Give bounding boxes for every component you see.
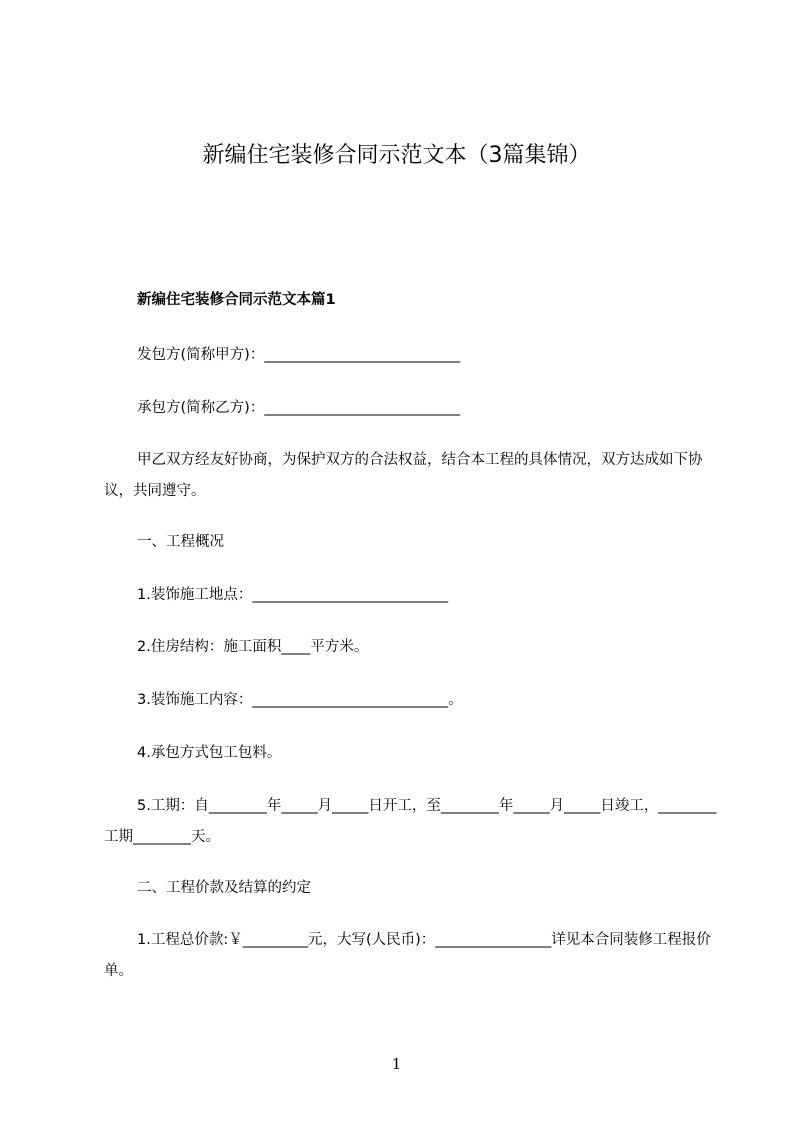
clause-1-5-text: 5.工期：自________年_____月_____日开工，至________年_____月_____日竣工，________工期________天。 [104,798,717,845]
party-a-line: 发包方(简称甲方)：___________________________ [137,347,461,363]
clause-1-4: 4.承包方式包工包料。 [137,745,282,761]
party-b-line: 承包方(简称乙方)：___________________________ [137,400,461,416]
clause-1-2: 2.住房结构：施工面积____平方米。 [137,639,369,655]
document-title: 新编住宅装修合同示范文本（3篇集锦） [202,143,591,168]
clause-2-1-text: 1.工程总价款:￥_________元，大写(人民币)：________________详见本合同装修工程报价单。 [104,932,711,979]
intro-text: 甲乙双方经友好协商，为保护双方的合法权益，结合本工程的具体情况，双方达成如下协议，共同遵守。 [104,452,703,499]
chapter-2-heading: 二、工程价款及结算的约定 [137,880,311,896]
clause-2-1 [104,925,724,987]
section-heading: 新编住宅装修合同示范文本篇1 [137,292,336,308]
page-number: 1 [391,1055,402,1073]
clause-1-5 [104,791,724,853]
intro-paragraph [104,445,724,507]
clause-1-1: 1.装饰施工地点：___________________________ [137,587,449,603]
chapter-1-heading: 一、工程概况 [137,534,224,550]
clause-1-3: 3.装饰施工内容：___________________________。 [137,692,463,708]
